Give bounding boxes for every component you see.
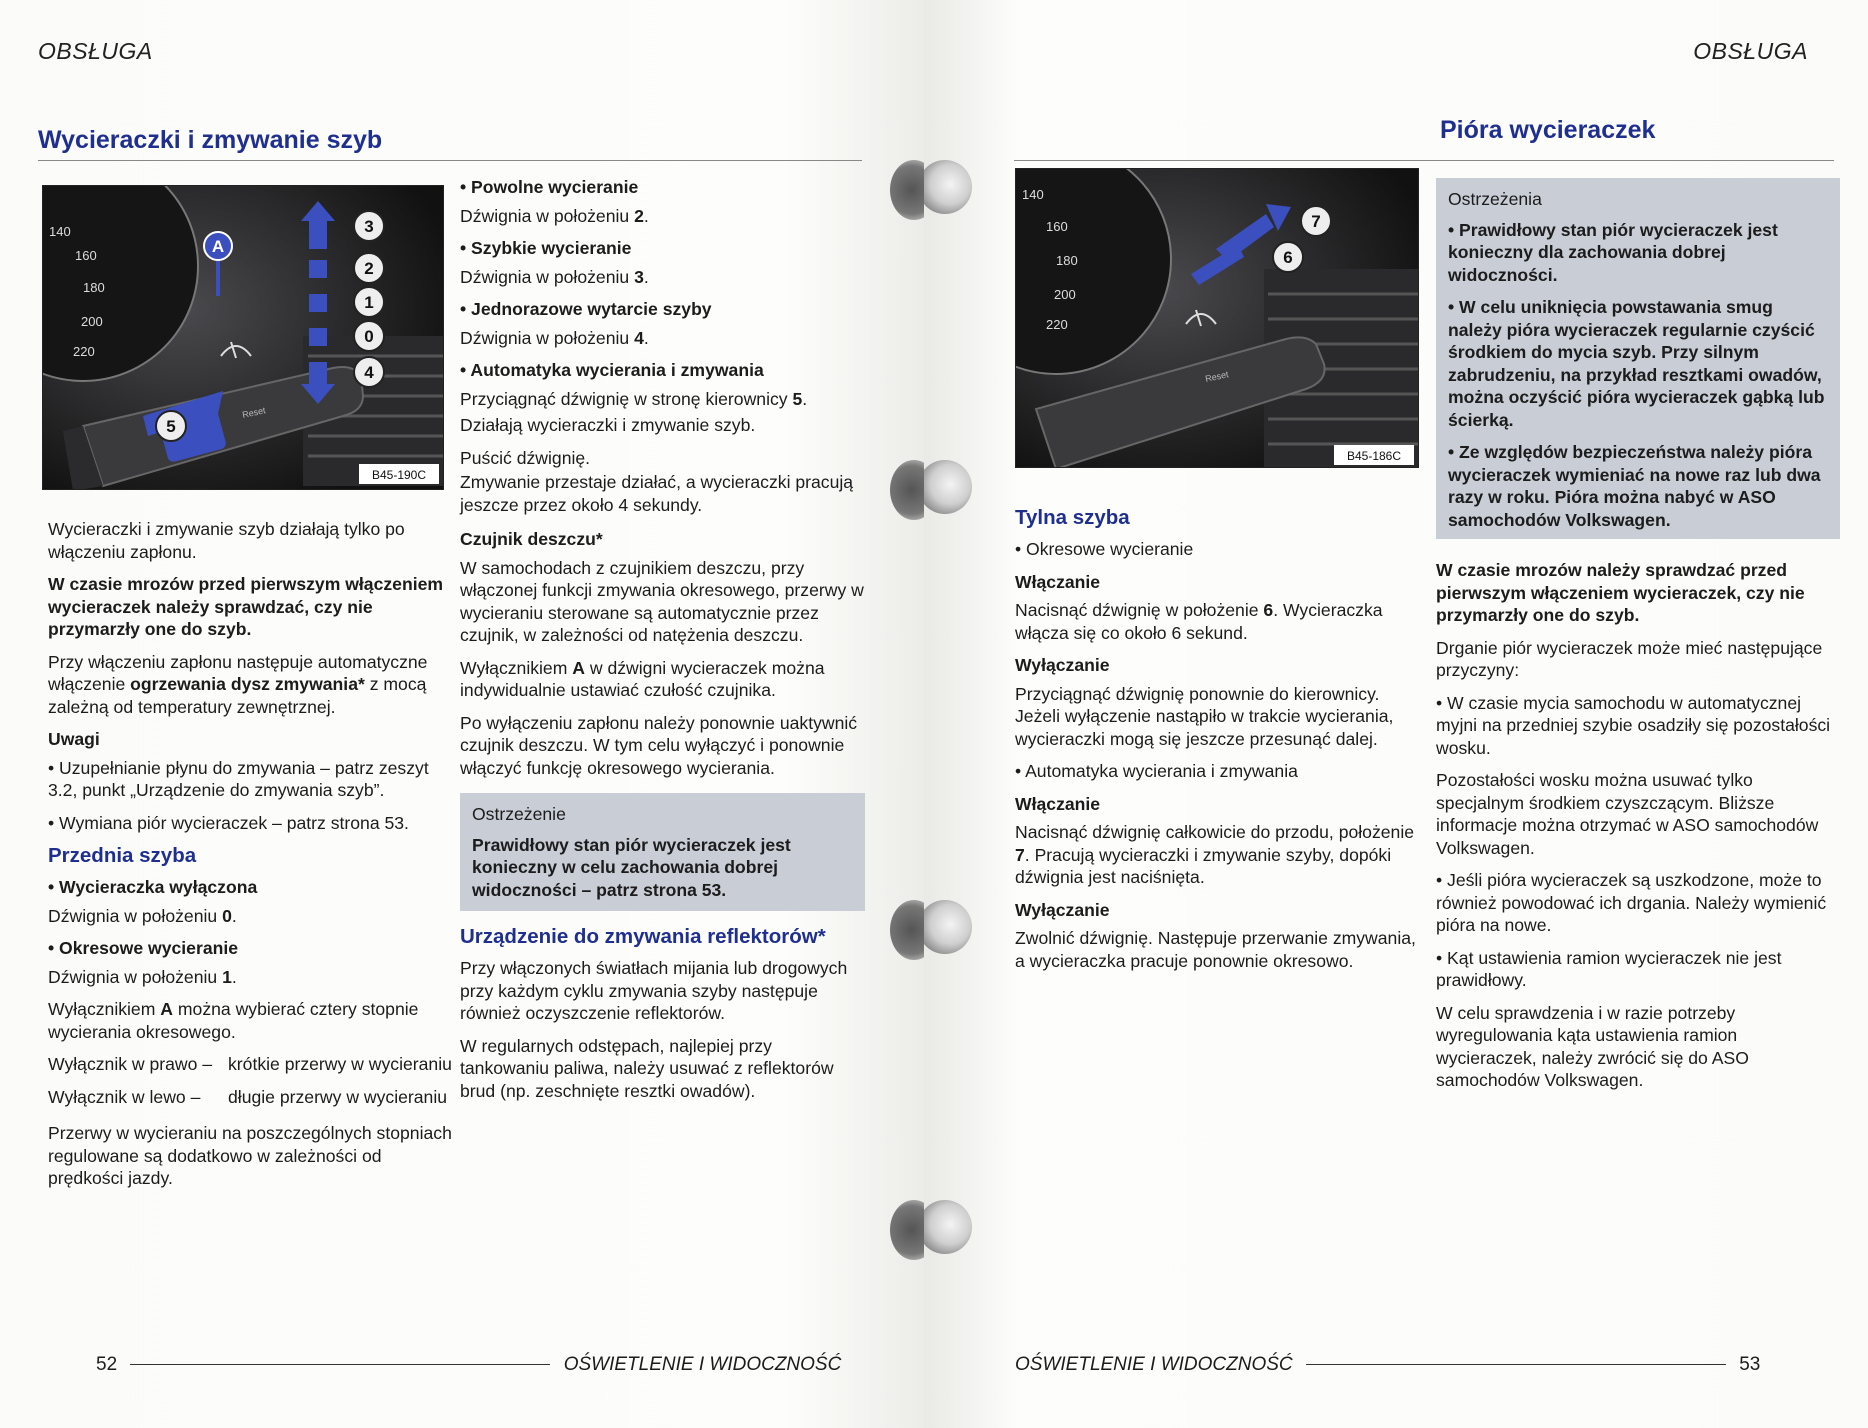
speed-dependency-text: Przerwy w wycieraniu na poszczególnych stopniach regulowane są dodatkowo w zależności od prędkości jazdy. [48, 1123, 452, 1188]
rear-window-heading: Tylna szyba [1015, 506, 1130, 529]
rear-interval-heading: • Okresowe wycieranie [1015, 539, 1194, 559]
rain-sensor-switch: Wyłącznikiem A w dźwigni wycieraczek można indywidualnie ustawiać czułość czujnika. [460, 657, 825, 700]
headlamp-washer-text-2: W regularnych odstępach, najlepiej przy tankowaniu paliwa, należy usuwać z reflektorów brud (np. zeschnięte resztki owadów). [460, 1035, 834, 1101]
rear-off-text: Przyciągnąć dźwignię ponownie do kierownicy. Jeżeli wyłączenie nastąpiło w trakcie wycierania, wycieraczki mogą się jeszcze przesunąć dalej. [1015, 683, 1394, 749]
footer-title-right: OŚWIETLENIE I WIDOCZNOŚĆ [1015, 1354, 1293, 1375]
warning-box-left [460, 793, 865, 911]
running-head-right: OBSŁUGA [1693, 38, 1808, 64]
svg-text:140: 140 [1022, 187, 1044, 202]
fast-wipe-text: Dźwignia w położeniu 3. [460, 266, 649, 287]
svg-text:220: 220 [1046, 317, 1068, 332]
footer-left [96, 1354, 841, 1376]
figure-label-6: 6 [1283, 248, 1293, 267]
wax-removal: Pozostałości wosku można usuwać tylko specjalnym środkiem czyszczącym. Bliższe informacje można otrzymać w ASO samochodów Volkswagen. [1436, 770, 1819, 858]
warning-1: • Prawidłowy stan piór wycieraczek jest konieczny dla zachowania dobrej widoczności. [1448, 219, 1778, 285]
rear-on2-text: Nacisnąć dźwignię całkowicie do przodu, położenie 7. Pracują wycieraczki i zmywanie szyby, dopóki dźwignia jest naciśnięta. [1015, 822, 1415, 887]
svg-text:140: 140 [49, 224, 71, 239]
rear-wiper-illustration [1016, 169, 1419, 468]
switch-left-row: Wyłącznik w lewo – długie przerwy w wycieraniu [48, 1086, 448, 1107]
left-column-1 [48, 518, 452, 1200]
auto-wash-text-2: Działają wycieraczki i zmywanie szyb. [460, 415, 756, 435]
binding-hole [924, 1200, 972, 1254]
single-wipe-heading: • Jednorazowe wytarcie szyby [460, 299, 712, 319]
heating-text: Przy włączeniu zapłonu następuje automatyczne włączenie ogrzewania dysz zmywania* z mocą zależną od temperatury zewnętrznej. [48, 651, 428, 717]
svg-text:160: 160 [1046, 219, 1068, 234]
left-page [0, 0, 924, 1428]
svg-text:180: 180 [1056, 253, 1078, 268]
switch-right-row: Wyłącznik w prawo – krótkie przerwy w wycieraniu [48, 1054, 452, 1074]
figure-label-1: 1 [364, 293, 374, 312]
warning-title-right: Ostrzeżenia [1448, 189, 1542, 209]
rear-on-heading: Włączanie [1015, 571, 1101, 592]
section-title-blades: Pióra wycieraczek [1440, 116, 1656, 144]
notes-heading: Uwagi [48, 729, 100, 749]
note-fluid: • Uzupełnianie płynu do zmywania – patrz zeszyt 3.2, punkt „Urządzenie do zmywania szyb”. [48, 757, 429, 800]
rear-on2-heading: Włączanie [1015, 793, 1101, 814]
figure-label-7: 7 [1311, 212, 1321, 231]
auto-wash-text: Przyciągnąć dźwignię w stronę kierownicy 5. [460, 388, 808, 409]
rear-off-heading: Wyłączanie [1015, 655, 1110, 675]
warning-box-right [1436, 178, 1840, 539]
binding-hole [924, 460, 972, 514]
interval-heading: • Okresowe wycieranie [48, 938, 239, 958]
front-window-heading: Przednia szyba [48, 844, 197, 867]
page-number-left: 52 [96, 1354, 118, 1375]
cause-wax: • W czasie mycia samochodu w automatycznej myjni na przedniej szybie osadziły się pozostałości wosku. [1436, 692, 1831, 758]
svg-text:180: 180 [83, 280, 105, 295]
right-page [924, 0, 1868, 1428]
figure-code-left: B45-190C [371, 468, 427, 482]
svg-text:160: 160 [75, 248, 97, 263]
warning-title-left: Ostrzeżenie [472, 804, 566, 824]
rear-auto-heading: • Automatyka wycierania i zmywania [1015, 761, 1298, 781]
left-column-2 [460, 176, 865, 1112]
footer-rule-right [1306, 1364, 1726, 1365]
slow-wipe-heading: • Powolne wycieranie [460, 177, 639, 197]
svg-text:Reset: Reset [1204, 369, 1230, 384]
wiper-off-text: Dźwignia w położeniu 0. [48, 905, 237, 926]
svg-text:220: 220 [73, 344, 95, 359]
intro-text: Wycieraczki i zmywanie szyb działają tylko po włączeniu zapłonu. [48, 519, 405, 562]
rear-wiper-figure [1015, 168, 1419, 468]
binding-hole [924, 900, 972, 954]
figure-label-0: 0 [364, 327, 374, 346]
headlamp-washer-text-1: Przy włączonych światłach mijania lub drogowych przy każdym cyklu zmywania szyby następuje również oczyszczenie reflektorów. [460, 958, 848, 1023]
figure-code-right: B45-186C [1346, 449, 1402, 463]
vibration-causes: Drganie piór wycieraczek może mieć następujące przyczyny: [1436, 637, 1823, 680]
figure-label-2: 2 [364, 259, 374, 278]
interval-text: Dźwignia w położeniu 1. [48, 966, 237, 987]
single-wipe-text: Dźwignia w położeniu 4. [460, 327, 649, 348]
svg-text:200: 200 [81, 314, 103, 329]
figure-label-3: 3 [364, 217, 374, 236]
rear-off2-text: Zwolnić dźwignię. Następuje przerwanie zmywania, a wycieraczka pracuje ponownie okresowo. [1015, 928, 1416, 971]
switch-a-text: Wyłącznikiem A można wybierać cztery stopnie wycierania okresowego. [48, 999, 419, 1042]
figure-label-a: A [211, 237, 225, 256]
angle-adjustment: W celu sprawdzenia i w razie potrzeby wyregulowania kąta ustawienia ramion wycieraczek, należy zwrócić się do ASO samochodów Volkswagen. [1436, 1002, 1749, 1090]
frost-warning: W czasie mrozów przed pierwszym włączeniem wycieraczek należy sprawdzać, czy nie przymarzły one do szyb. [48, 574, 444, 639]
right-column-2 [1436, 178, 1840, 1102]
warning-3: • Ze względów bezpieczeństwa należy pióra wycieraczek wymieniać na nowe raz lub dwa razy w roku. Pióra można nabyć w ASO samochodów Volkswagen. [1448, 442, 1821, 530]
rain-sensor-heading: Czujnik deszczu* [460, 529, 603, 549]
warning-2: • W celu uniknięcia powstawania smug należy pióra wycieraczek regularnie czyścić środkiem do mycia szyb. Przy silnym zabrudzeniu, na przykład resztkami owadów, można oczyścić pióra wycieraczek gąbką lub ścierką. [1448, 297, 1825, 430]
page-number-right: 53 [1739, 1354, 1761, 1375]
figure-label-4: 4 [364, 363, 374, 382]
binding-hole [924, 160, 972, 214]
svg-text:200: 200 [1054, 287, 1076, 302]
rear-on-text: Nacisnąć dźwignię w położenie 6. Wycieraczka włącza się co około 6 sekund. [1015, 600, 1383, 643]
rain-sensor-restart: Po wyłączeniu zapłonu należy ponownie uaktywnić czujnik deszczu. W tym celu wyłączyć i ponownie włączyć funkcję okresowego wycierania. [460, 712, 858, 778]
rear-off2-heading: Wyłączanie [1015, 899, 1110, 920]
slow-wipe-text: Dźwignia w położeniu 2. [460, 205, 649, 226]
release-text-2: Zmywanie przestaje działać, a wycieraczki pracują jeszcze przez około 4 sekundy. [460, 472, 854, 515]
section-title-wipers: Wycieraczki i zmywanie szyb [38, 126, 383, 154]
headlamp-washer-heading: Urządzenie do zmywania reflektorów* [460, 925, 826, 948]
frost-warning-right: W czasie mrozów należy sprawdzać przed pierwszym włączeniem wycieraczek, czy nie przymarzły one do szyb. [1436, 560, 1805, 625]
wiper-lever-illustration [43, 186, 444, 490]
figure-label-5: 5 [166, 417, 176, 436]
title-rule-right [1014, 160, 1834, 161]
auto-wash-heading: • Automatyka wycierania i zmywania [460, 360, 764, 380]
right-column-1 [1015, 506, 1419, 982]
footer-right [1015, 1354, 1760, 1376]
fast-wipe-heading: • Szybkie wycieranie [460, 238, 632, 258]
running-head-left: OBSŁUGA [38, 38, 153, 64]
wiper-lever-figure [42, 185, 444, 490]
wiper-off-heading: • Wycieraczka wyłączona [48, 877, 258, 897]
footer-title-left: OŚWIETLENIE I WIDOCZNOŚĆ [563, 1354, 842, 1375]
note-blades: • Wymiana piór wycieraczek – patrz strona 53. [48, 812, 409, 833]
cause-damaged: • Jeśli pióra wycieraczek są uszkodzone, może to również powodować ich drgania. Należy wymienić pióra na nowe. [1436, 870, 1827, 935]
svg-text:Reset: Reset [241, 405, 267, 420]
cause-angle: • Kąt ustawienia ramion wycieraczek nie jest prawidłowy. [1436, 947, 1782, 990]
warning-text-left: Prawidłowy stan piór wycieraczek jest konieczny w celu zachowania dobrej widoczności – patrz strona 53. [472, 834, 791, 900]
title-rule-left [38, 160, 862, 161]
release-text: Puścić dźwignię. [460, 447, 591, 468]
footer-rule-left [130, 1364, 550, 1365]
rain-sensor-text: W samochodach z czujnikiem deszczu, przy włączonej funkcji zmywania okresowego, przerwy w wycieraniu sterowane są automatycznie przez czujnik, w zależności od natężenia deszczu. [460, 557, 864, 645]
